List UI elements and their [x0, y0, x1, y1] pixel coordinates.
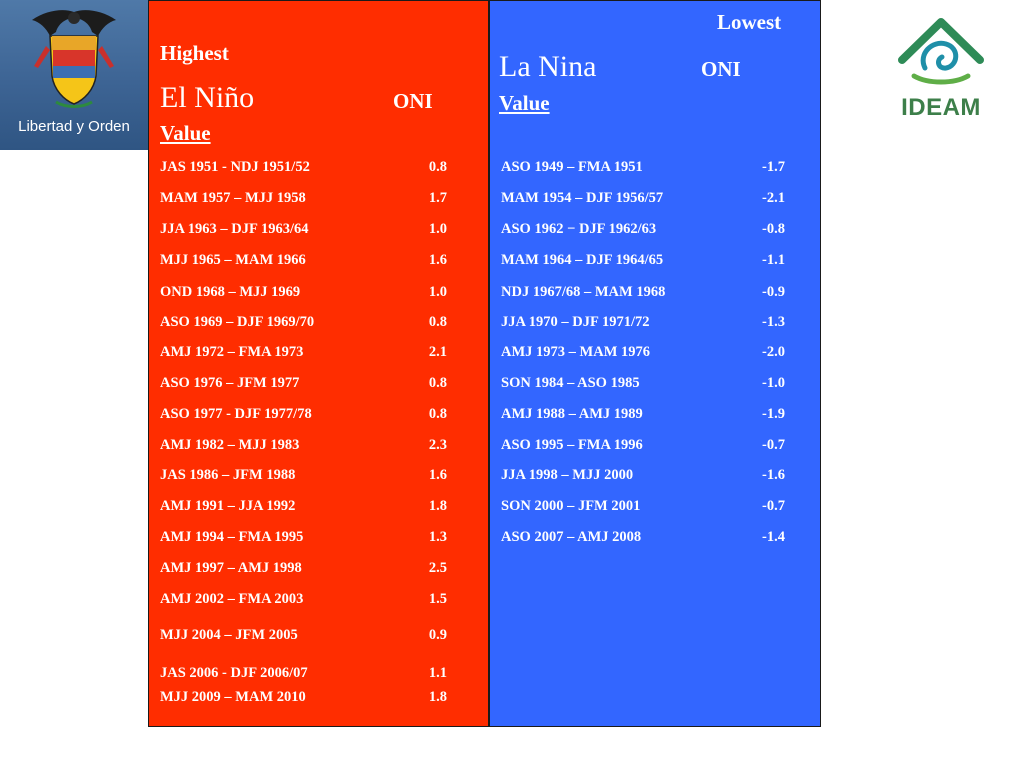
- oni-value: 1.7: [428, 190, 447, 206]
- el-nino-value-label: Value: [160, 121, 211, 145]
- la-nina-panel: [489, 0, 821, 727]
- oni-value: 0.9: [428, 627, 447, 643]
- coat-of-arms-icon: [26, 6, 122, 114]
- table-row: [160, 159, 447, 179]
- table-row: [160, 406, 447, 426]
- table-row: [501, 437, 785, 457]
- la-nina-oni-label: ONI: [701, 57, 741, 81]
- oni-value: -2.0: [762, 344, 785, 360]
- ideam-logo: [886, 0, 996, 150]
- table-row: [160, 627, 447, 647]
- period-text: AMJ 1972 – FMA 1973: [160, 344, 304, 360]
- period-text: AMJ 1988 – AMJ 1989: [501, 406, 643, 422]
- el-nino-title: El Niño: [160, 81, 255, 114]
- oni-value: -1.3: [762, 314, 785, 330]
- period-text: ASO 1977 - DJF 1977/78: [160, 406, 312, 422]
- el-nino-panel: [148, 0, 489, 727]
- period-text: AMJ 1991 – JJA 1992: [160, 498, 296, 514]
- period-text: MJJ 2004 – JFM 2005: [160, 627, 298, 643]
- table-row: [501, 252, 785, 272]
- oni-value: 2.5: [428, 560, 447, 576]
- table-row: [160, 252, 447, 272]
- oni-value: 0.8: [428, 375, 447, 391]
- table-row: [160, 498, 447, 518]
- motto-text: Libertad y Orden: [18, 118, 130, 135]
- oni-value: -1.1: [762, 252, 785, 268]
- oni-value: -1.0: [762, 375, 785, 391]
- table-row: [501, 284, 785, 304]
- oni-value: -1.7: [762, 159, 785, 175]
- period-text: ASO 1962 − DJF 1962/63: [501, 221, 657, 237]
- table-row: [501, 498, 785, 518]
- oni-value: 1.0: [428, 221, 447, 237]
- table-row: [160, 467, 447, 487]
- table-row: [501, 467, 785, 487]
- period-text: MAM 1964 – DJF 1964/65: [501, 252, 664, 268]
- oni-value: 1.0: [428, 284, 447, 300]
- period-text: AMJ 1973 – MAM 1976: [501, 344, 651, 360]
- table-row: [160, 689, 447, 709]
- table-row: [160, 190, 447, 210]
- period-text: AMJ 2002 – FMA 2003: [160, 591, 304, 607]
- la-nina-title: La Nina: [499, 50, 597, 83]
- table-row: [501, 314, 785, 334]
- oni-value: 1.8: [428, 498, 447, 514]
- period-text: ASO 2007 – AMJ 2008: [501, 529, 642, 545]
- el-nino-oni-label: ONI: [393, 89, 433, 113]
- oni-value: -0.8: [762, 221, 785, 237]
- period-text: OND 1968 – MJJ 1969: [160, 284, 301, 300]
- ideam-wordmark: IDEAM: [901, 94, 981, 121]
- table-row: [501, 159, 785, 179]
- period-text: ASO 1949 – FMA 1951: [501, 159, 643, 175]
- table-row: [160, 591, 447, 611]
- period-text: JJA 1970 – DJF 1971/72: [501, 314, 650, 330]
- oni-value: 0.8: [428, 406, 447, 422]
- period-text: MAM 1957 – MJJ 1958: [160, 190, 306, 206]
- table-row: [160, 437, 447, 457]
- period-text: ASO 1976 – JFM 1977: [160, 375, 300, 391]
- oni-value: 0.8: [428, 314, 447, 330]
- oni-value: -0.9: [762, 284, 785, 300]
- oni-value: 1.6: [428, 252, 447, 268]
- period-text: ASO 1969 – DJF 1969/70: [160, 314, 315, 330]
- table-row: [160, 344, 447, 364]
- oni-value: 2.3: [428, 437, 447, 453]
- period-text: ASO 1995 – FMA 1996: [501, 437, 643, 453]
- la-nina-caption: Lowest: [717, 10, 782, 34]
- period-text: AMJ 1997 – AMJ 1998: [160, 560, 302, 576]
- el-nino-caption: Highest: [160, 41, 229, 65]
- table-row: [160, 529, 447, 549]
- period-text: MJJ 1965 – MAM 1966: [160, 252, 306, 268]
- oni-value: 2.1: [428, 344, 447, 360]
- table-row: [160, 665, 447, 685]
- coat-of-arms-logo: [0, 0, 148, 150]
- table-row: [160, 375, 447, 395]
- table-row: [160, 284, 447, 304]
- period-text: JJA 1963 – DJF 1963/64: [160, 221, 309, 237]
- period-text: AMJ 1994 – FMA 1995: [160, 529, 304, 545]
- period-text: JJA 1998 – MJJ 2000: [501, 467, 634, 483]
- table-row: [160, 560, 447, 580]
- ideam-icon: [892, 14, 990, 94]
- oni-value: 1.5: [428, 591, 447, 607]
- period-text: NDJ 1967/68 – MAM 1968: [501, 284, 666, 300]
- period-text: SON 2000 – JFM 2001: [501, 498, 641, 514]
- oni-value: -0.7: [762, 498, 785, 514]
- oni-value: -1.4: [762, 529, 785, 545]
- period-text: MJJ 2009 – MAM 2010: [160, 689, 306, 705]
- period-text: AMJ 1982 – MJJ 1983: [160, 437, 300, 453]
- oni-value: -1.6: [762, 467, 785, 483]
- table-row: [501, 344, 785, 364]
- oni-value: 1.3: [428, 529, 447, 545]
- oni-value: 0.8: [428, 159, 447, 175]
- oni-value: 1.1: [428, 665, 447, 681]
- oni-value: -2.1: [762, 190, 785, 206]
- oni-value: 1.6: [428, 467, 447, 483]
- period-text: JAS 1951 - NDJ 1951/52: [160, 159, 310, 175]
- period-text: JAS 2006 - DJF 2006/07: [160, 665, 308, 681]
- oni-value: 1.8: [428, 689, 447, 705]
- la-nina-value-label: Value: [499, 91, 550, 115]
- table-row: [160, 221, 447, 241]
- table-row: [501, 406, 785, 426]
- period-text: JAS 1986 – JFM 1988: [160, 467, 296, 483]
- period-text: MAM 1954 – DJF 1956/57: [501, 190, 664, 206]
- period-text: SON 1984 – ASO 1985: [501, 375, 640, 391]
- oni-value: -0.7: [762, 437, 785, 453]
- oni-value: -1.9: [762, 406, 785, 422]
- table-row: [501, 375, 785, 395]
- table-row: [501, 221, 785, 241]
- table-row: [160, 314, 447, 334]
- table-row: [501, 529, 785, 549]
- table-row: [501, 190, 785, 210]
